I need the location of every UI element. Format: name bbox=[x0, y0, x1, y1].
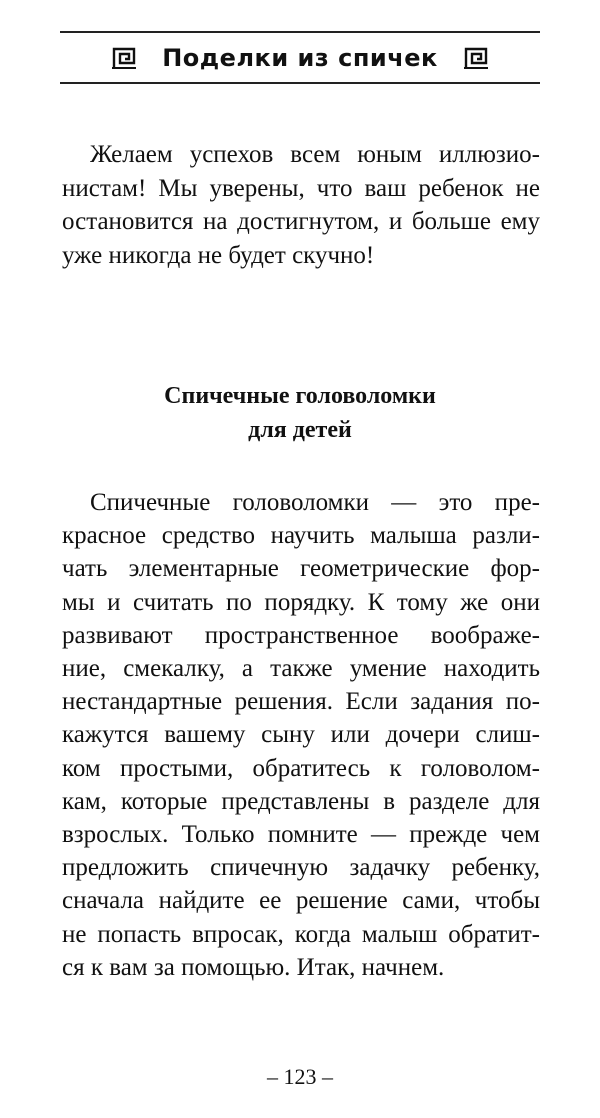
text-line: сначала найдите ее решение сами, чтобы bbox=[62, 887, 540, 915]
text-line: уже никогда не будет скучно! bbox=[62, 242, 375, 270]
text-line: Спичечные головоломки — это пре- bbox=[90, 489, 540, 516]
text-line: не попасть впросак, когда малыш обратит- bbox=[62, 920, 540, 948]
text-line: ком простыми, обратитесь к головолом- bbox=[62, 754, 540, 782]
header-top-rule bbox=[60, 31, 540, 33]
text-line: чать элементарные геометрические фор- bbox=[62, 555, 540, 583]
text-line: Желаем успехов всем юным иллюзио- bbox=[90, 141, 540, 168]
text-line: нестандартные решения. Если задания по- bbox=[62, 688, 540, 716]
text-line: кажутся вашему сыну или дочери слиш- bbox=[62, 721, 540, 749]
text-line: развивают пространственное воображе- bbox=[62, 621, 540, 649]
section-heading-line-2: для детей bbox=[248, 417, 352, 443]
running-header-title: Поделки из спичек bbox=[162, 44, 438, 72]
header-bottom-rule bbox=[60, 82, 540, 84]
page-number: – 123 – bbox=[267, 1064, 333, 1089]
text-line: ся к вам за помощью. Итак, начнем. bbox=[62, 953, 445, 981]
text-line: нистам! Мы уверены, что ваш ребенок не bbox=[62, 174, 540, 202]
text-line: кам, которые представлены в разделе для bbox=[62, 787, 540, 815]
text-line: остановится на достигнутом, и больше ему bbox=[62, 208, 540, 236]
text-line: предложить спичечную задачку ребенку, bbox=[62, 854, 540, 882]
running-header bbox=[60, 44, 540, 72]
text-line: красное средство научить малыша разли- bbox=[62, 522, 540, 550]
section-heading-line-1: Спичечные головоломки bbox=[164, 383, 436, 409]
meander-ornament-icon bbox=[464, 47, 488, 69]
text-line: мы и считать по порядку. К тому же они bbox=[62, 588, 540, 616]
text-line: взрослых. Только помните — прежде чем bbox=[62, 821, 540, 848]
text-line: ние, смекалку, а также умение находить bbox=[62, 655, 540, 682]
meander-ornament-icon bbox=[112, 47, 136, 69]
